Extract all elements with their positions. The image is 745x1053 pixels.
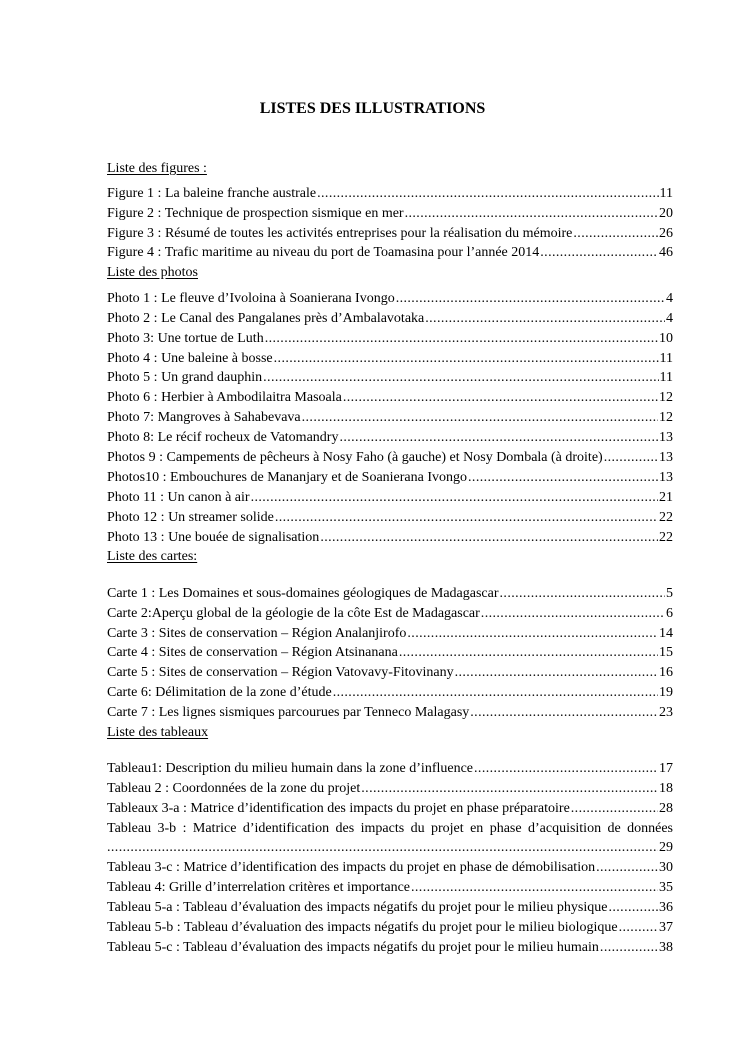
toc-entry-carte-4[interactable]: Carte 4 : Sites de conservation – Région Atsinanana ..... 15 bbox=[107, 644, 673, 662]
dot-leader bbox=[396, 290, 665, 308]
toc-entry-figure-3[interactable]: Figure 3 : Résumé de toutes les activités entreprises pour la réalisation du mémoire ..... 26 bbox=[107, 225, 673, 243]
section-heading-photos: Liste des photos bbox=[107, 265, 198, 280]
dot-leader bbox=[470, 704, 658, 722]
toc-entry-carte-3[interactable]: Carte 3 : Sites de conservation – Région Analanjirofo ..... 14 bbox=[107, 625, 673, 643]
dot-leader bbox=[302, 409, 658, 427]
toc-entry-figure-1[interactable]: Figure 1 : La baleine franche australe ..... 11 bbox=[107, 185, 673, 203]
page-title: LISTES DES ILLUSTRATIONS bbox=[259, 100, 486, 117]
dot-leader bbox=[596, 859, 658, 877]
dot-leader bbox=[333, 684, 658, 702]
dot-leader bbox=[405, 205, 658, 223]
toc-entry-tableau-3c[interactable]: Tableau 3-c : Matrice d’identification des impacts du projet en phase de démobilisation ..... 30 bbox=[107, 859, 673, 877]
toc-entry-tableau-3b-label[interactable]: Tableau 3-b : Matrice d’identification des impacts du projet en phase d’acquisition de données bbox=[107, 821, 673, 836]
toc-entry-tableau-2[interactable]: Tableau 2 : Coordonnées de la zone du projet ..... 18 bbox=[107, 780, 673, 798]
dot-leader bbox=[320, 529, 658, 547]
toc-entry-photo-1[interactable]: Photo 1 : Le fleuve d’Ivoloina à Soanierana Ivongo ..... 4 bbox=[107, 290, 673, 308]
toc-entry-tableau-3a[interactable]: Tableaux 3-a : Matrice d’identification des impacts du projet en phase préparatoire ..... 28 bbox=[107, 800, 673, 818]
dot-leader bbox=[263, 369, 658, 387]
toc-entry-tableau-5b[interactable]: Tableau 5-b : Tableau d’évaluation des impacts négatifs du projet pour le milieu biologique ..... 37 bbox=[107, 919, 673, 937]
toc-entry-photo-4[interactable]: Photo 4 : Une baleine à bosse ..... 11 bbox=[107, 350, 673, 368]
dot-leader bbox=[407, 625, 658, 643]
toc-entry-photo-11[interactable]: Photo 11 : Un canon à air ..... 21 bbox=[107, 489, 673, 507]
toc-entry-carte-5[interactable]: Carte 5 : Sites de conservation – Région Vatovavy-Fitovinany ..... 16 bbox=[107, 664, 673, 682]
toc-entry-carte-6[interactable]: Carte 6: Délimitation de la zone d’étude ..... 19 bbox=[107, 684, 673, 702]
toc-entry-photo-6[interactable]: Photo 6 : Herbier à Ambodilaitra Masoala ..... 12 bbox=[107, 389, 673, 407]
toc-entry-photo-7[interactable]: Photo 7: Mangroves à Sahabevava ..... 12 bbox=[107, 409, 673, 427]
dot-leader bbox=[399, 644, 658, 662]
toc-entry-tableau-3b[interactable]: ..... 29 bbox=[107, 839, 673, 857]
dot-leader bbox=[425, 310, 665, 328]
toc-entry-photo-2[interactable]: Photo 2 : Le Canal des Pangalanes près d’Ambalavotaka ..... 4 bbox=[107, 310, 673, 328]
dot-leader bbox=[571, 800, 658, 818]
dot-leader bbox=[343, 389, 658, 407]
dot-leader bbox=[107, 839, 658, 857]
toc-entry-tableau-4[interactable]: Tableau 4: Grille d’interrelation critères et importance ..... 35 bbox=[107, 879, 673, 897]
dot-leader bbox=[339, 429, 658, 447]
toc-entry-figure-2[interactable]: Figure 2 : Technique de prospection sismique en mer ..... 20 bbox=[107, 205, 673, 223]
section-heading-tableaux: Liste des tableaux bbox=[107, 725, 209, 740]
dot-leader bbox=[317, 185, 658, 203]
toc-entry-photo-9[interactable]: Photos 9 : Campements de pêcheurs à Nosy Faho (à gauche) et Nosy Dombala (à droite) ..... 13 bbox=[107, 449, 673, 467]
dot-leader bbox=[275, 509, 658, 527]
dot-leader bbox=[619, 919, 658, 937]
dot-leader bbox=[265, 330, 658, 348]
dot-leader bbox=[468, 469, 658, 487]
dot-leader bbox=[573, 225, 658, 243]
toc-entry-carte-1[interactable]: Carte 1 : Les Domaines et sous-domaines géologiques de Madagascar ..... 5 bbox=[107, 585, 673, 603]
toc-entry-photo-10[interactable]: Photos10 : Embouchures de Mananjary et de Soanierana Ivongo ..... 13 bbox=[107, 469, 673, 487]
dot-leader bbox=[540, 244, 658, 262]
toc-entry-carte-2[interactable]: Carte 2:Aperçu global de la géologie de la côte Est de Madagascar ..... 6 bbox=[107, 605, 673, 623]
dot-leader bbox=[600, 939, 658, 957]
toc-entry-tableau-5c[interactable]: Tableau 5-c : Tableau d’évaluation des impacts négatifs du projet pour le milieu humain ..... 38 bbox=[107, 939, 673, 957]
toc-entry-photo-8[interactable]: Photo 8: Le récif rocheux de Vatomandry ..... 13 bbox=[107, 429, 673, 447]
toc-entry-photo-3[interactable]: Photo 3: Une tortue de Luth ..... 10 bbox=[107, 330, 673, 348]
dot-leader bbox=[411, 879, 658, 897]
dot-leader bbox=[481, 605, 665, 623]
dot-leader bbox=[455, 664, 658, 682]
toc-entry-photo-13[interactable]: Photo 13 : Une bouée de signalisation ..... 22 bbox=[107, 529, 673, 547]
toc-entry-carte-7[interactable]: Carte 7 : Les lignes sismiques parcourues par Tenneco Malagasy ..... 23 bbox=[107, 704, 673, 722]
dot-leader bbox=[500, 585, 665, 603]
toc-entry-photo-12[interactable]: Photo 12 : Un streamer solide ..... 22 bbox=[107, 509, 673, 527]
dot-leader bbox=[361, 780, 658, 798]
dot-leader bbox=[608, 899, 658, 917]
toc-entry-tableau-5a[interactable]: Tableau 5-a : Tableau d’évaluation des impacts négatifs du projet pour le milieu physique ..... 36 bbox=[107, 899, 673, 917]
toc-entry-tableau-1[interactable]: Tableau1: Description du milieu humain dans la zone d’influence ..... 17 bbox=[107, 760, 673, 778]
section-heading-figures: Liste des figures : bbox=[107, 161, 207, 176]
dot-leader bbox=[474, 760, 658, 778]
dot-leader bbox=[274, 350, 659, 368]
toc-entry-photo-5[interactable]: Photo 5 : Un grand dauphin ..... 11 bbox=[107, 369, 673, 387]
toc-entry-figure-4[interactable]: Figure 4 : Trafic maritime au niveau du port de Toamasina pour l’année 2014 ..... 46 bbox=[107, 244, 673, 262]
dot-leader bbox=[604, 449, 658, 467]
section-heading-cartes: Liste des cartes: bbox=[107, 549, 198, 564]
dot-leader bbox=[251, 489, 658, 507]
